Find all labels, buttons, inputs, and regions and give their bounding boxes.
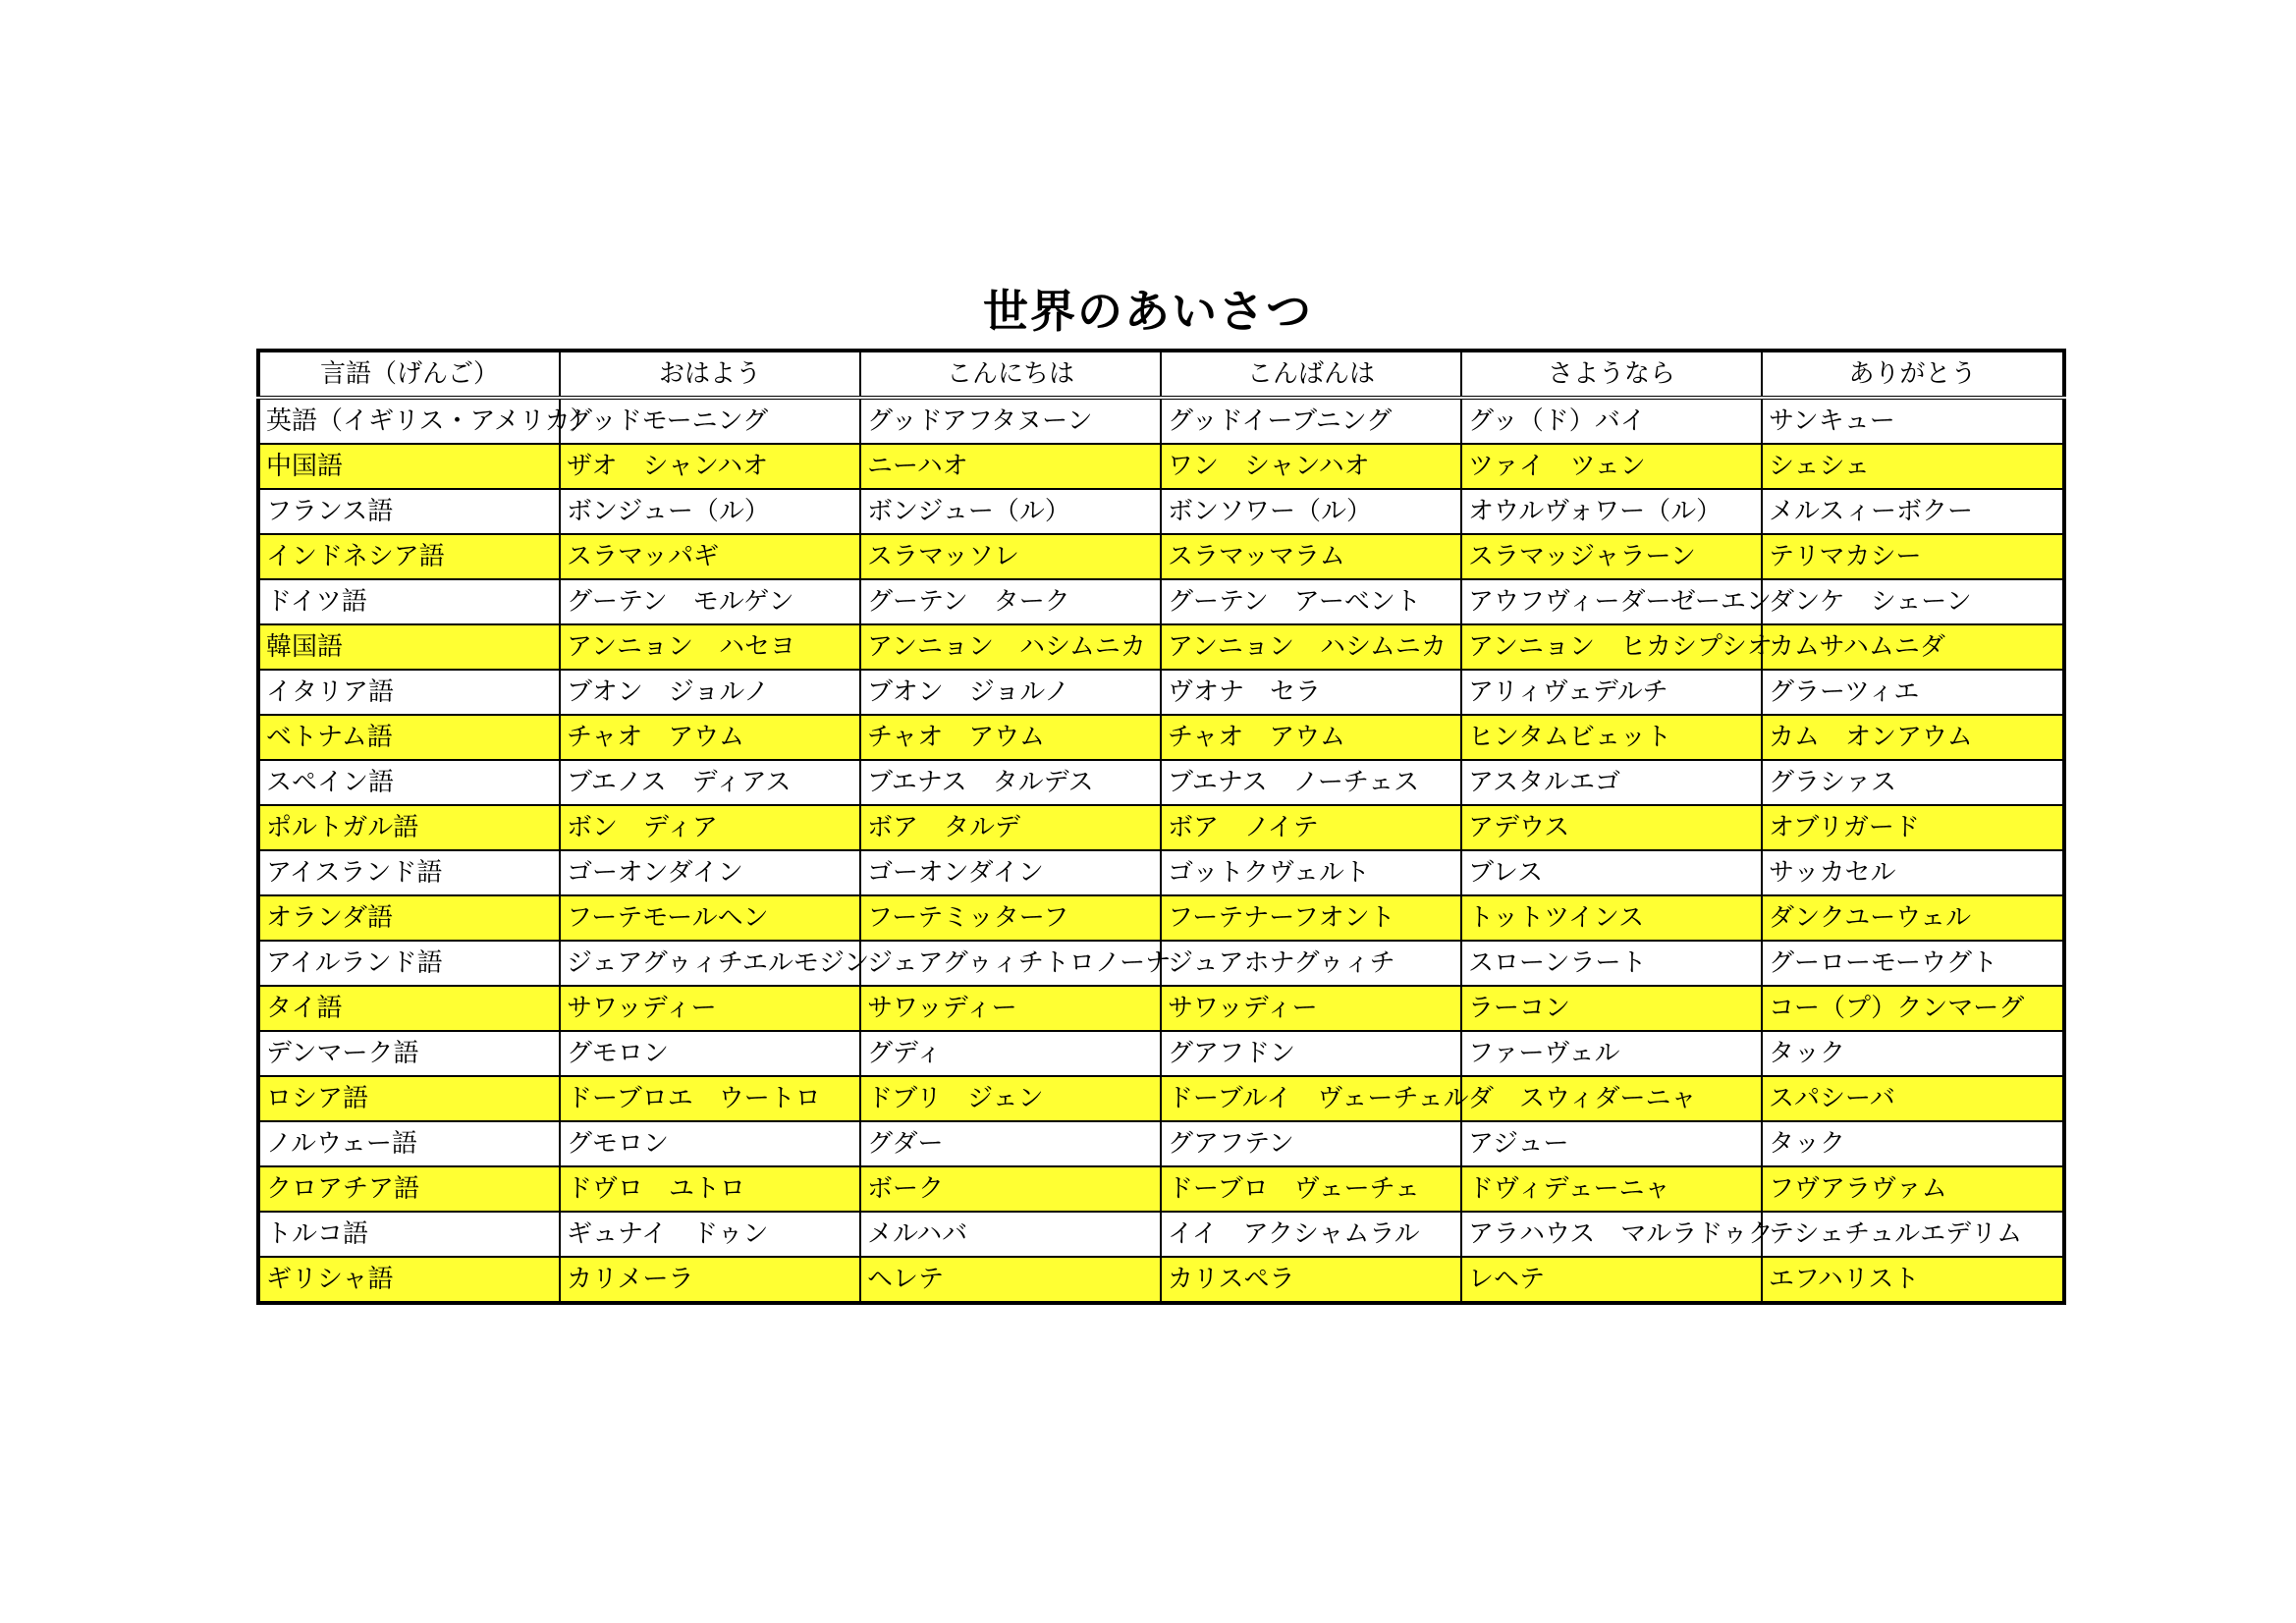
- cell-thank-you: サッカセル: [1762, 850, 2064, 895]
- table-row: [258, 805, 2064, 850]
- cell-good-morning: ブオン ジョルノ: [560, 670, 860, 715]
- cell-thank-you: グラシァス: [1762, 760, 2064, 805]
- cell-language: ギリシャ語: [258, 1257, 560, 1303]
- cell-goodbye: ラーコン: [1461, 986, 1762, 1031]
- cell-thank-you: タック: [1762, 1031, 2064, 1076]
- cell-language: ベトナム語: [258, 715, 560, 760]
- cell-good-evening: グアフドン: [1161, 1031, 1461, 1076]
- table-body: [258, 398, 2064, 1303]
- cell-good-morning: ドヴロ ユトロ: [560, 1166, 860, 1212]
- table-row: [258, 1076, 2064, 1121]
- table-row: [258, 1166, 2064, 1212]
- cell-good-morning: グモロン: [560, 1031, 860, 1076]
- cell-language: スペイン語: [258, 760, 560, 805]
- cell-hello: ボア タルデ: [860, 805, 1161, 850]
- cell-good-evening: イイ アクシャムラル: [1161, 1212, 1461, 1257]
- cell-hello: グダー: [860, 1121, 1161, 1166]
- cell-hello: ジェアグゥィチトロノーナ: [860, 941, 1161, 986]
- cell-good-evening: ジュアホナグゥィチ: [1161, 941, 1461, 986]
- cell-good-evening: ボア ノイテ: [1161, 805, 1461, 850]
- table-row: [258, 534, 2064, 579]
- cell-language: トルコ語: [258, 1212, 560, 1257]
- cell-hello: チャオ アウム: [860, 715, 1161, 760]
- cell-language: 中国語: [258, 444, 560, 489]
- cell-thank-you: グーローモーウグト: [1762, 941, 2064, 986]
- header-row: [258, 351, 2064, 398]
- cell-thank-you: カムサハムニダ: [1762, 624, 2064, 670]
- cell-goodbye: スラマッジャラーン: [1461, 534, 1762, 579]
- cell-language: ドイツ語: [258, 579, 560, 624]
- table-row: [258, 579, 2064, 624]
- cell-good-morning: ギュナイ ドゥン: [560, 1212, 860, 1257]
- cell-hello: グッドアフタヌーン: [860, 398, 1161, 444]
- cell-good-evening: アンニョン ハシムニカ: [1161, 624, 1461, 670]
- cell-good-morning: グモロン: [560, 1121, 860, 1166]
- cell-good-morning: ドーブロエ ウートロ: [560, 1076, 860, 1121]
- cell-language: アイスランド語: [258, 850, 560, 895]
- cell-thank-you: タック: [1762, 1121, 2064, 1166]
- cell-goodbye: アリィヴェデルチ: [1461, 670, 1762, 715]
- cell-goodbye: ブレス: [1461, 850, 1762, 895]
- table-row: [258, 670, 2064, 715]
- header-good-evening: こんばんは: [1161, 351, 1461, 398]
- cell-thank-you: フヴアラヴァム: [1762, 1166, 2064, 1212]
- cell-good-evening: ワン シャンハオ: [1161, 444, 1461, 489]
- cell-goodbye: ファーヴェル: [1461, 1031, 1762, 1076]
- cell-good-evening: スラマッマラム: [1161, 534, 1461, 579]
- header-language: 言語（げんご）: [258, 351, 560, 398]
- table-row: [258, 850, 2064, 895]
- cell-good-morning: ゴーオンダイン: [560, 850, 860, 895]
- table-row: [258, 1031, 2064, 1076]
- table-row: [258, 1121, 2064, 1166]
- cell-good-evening: グッドイーブニング: [1161, 398, 1461, 444]
- header-good-morning: おはよう: [560, 351, 860, 398]
- cell-thank-you: メルスィーボクー: [1762, 489, 2064, 534]
- cell-thank-you: サンキュー: [1762, 398, 2064, 444]
- cell-good-morning: グーテン モルゲン: [560, 579, 860, 624]
- cell-good-evening: ヴオナ セラ: [1161, 670, 1461, 715]
- table-row: [258, 895, 2064, 941]
- table-row: [258, 1212, 2064, 1257]
- cell-language: クロアチア語: [258, 1166, 560, 1212]
- table-row: [258, 398, 2064, 444]
- cell-good-morning: ボン ディア: [560, 805, 860, 850]
- cell-language: オランダ語: [258, 895, 560, 941]
- cell-goodbye: グッ（ド）バイ: [1461, 398, 1762, 444]
- table-row: [258, 986, 2064, 1031]
- cell-thank-you: テシェチュルエデリム: [1762, 1212, 2064, 1257]
- table-row: [258, 489, 2064, 534]
- cell-hello: スラマッソレ: [860, 534, 1161, 579]
- cell-hello: グーテン ターク: [860, 579, 1161, 624]
- cell-hello: フーテミッターフ: [860, 895, 1161, 941]
- table-row: [258, 1257, 2064, 1303]
- cell-thank-you: テリマカシー: [1762, 534, 2064, 579]
- cell-language: デンマーク語: [258, 1031, 560, 1076]
- cell-good-evening: グーテン アーベント: [1161, 579, 1461, 624]
- cell-language: ポルトガル語: [258, 805, 560, 850]
- cell-goodbye: ヒンタムビェット: [1461, 715, 1762, 760]
- cell-good-morning: ボンジュー（ル）: [560, 489, 860, 534]
- cell-good-morning: ザオ シャンハオ: [560, 444, 860, 489]
- cell-language: イタリア語: [258, 670, 560, 715]
- cell-hello: ヘレテ: [860, 1257, 1161, 1303]
- cell-goodbye: アウフヴィーダーゼーエン: [1461, 579, 1762, 624]
- cell-good-morning: カリメーラ: [560, 1257, 860, 1303]
- cell-language: フランス語: [258, 489, 560, 534]
- cell-goodbye: ドヴィデェーニャ: [1461, 1166, 1762, 1212]
- cell-hello: ボーク: [860, 1166, 1161, 1212]
- cell-good-morning: グッドモーニング: [560, 398, 860, 444]
- cell-hello: ブエナス タルデス: [860, 760, 1161, 805]
- cell-thank-you: ダンクユーウェル: [1762, 895, 2064, 941]
- cell-language: インドネシア語: [258, 534, 560, 579]
- cell-good-evening: グアフテン: [1161, 1121, 1461, 1166]
- cell-good-morning: サワッディー: [560, 986, 860, 1031]
- cell-good-evening: フーテナーフオント: [1161, 895, 1461, 941]
- header-thank-you: ありがとう: [1762, 351, 2064, 398]
- cell-good-evening: ドーブロ ヴェーチェ: [1161, 1166, 1461, 1212]
- cell-hello: ニーハオ: [860, 444, 1161, 489]
- cell-hello: ボンジュー（ル）: [860, 489, 1161, 534]
- cell-goodbye: トットツインス: [1461, 895, 1762, 941]
- cell-good-evening: ゴットクヴェルト: [1161, 850, 1461, 895]
- cell-good-morning: ブエノス ディアス: [560, 760, 860, 805]
- cell-language: タイ語: [258, 986, 560, 1031]
- cell-good-evening: サワッディー: [1161, 986, 1461, 1031]
- cell-goodbye: アジュー: [1461, 1121, 1762, 1166]
- table-row: [258, 624, 2064, 670]
- table-row: [258, 715, 2064, 760]
- cell-thank-you: スパシーバ: [1762, 1076, 2064, 1121]
- cell-hello: ゴーオンダイン: [860, 850, 1161, 895]
- page-title: 世界のあいさつ: [983, 285, 1313, 338]
- header-goodbye: さようなら: [1461, 351, 1762, 398]
- cell-language: アイルランド語: [258, 941, 560, 986]
- cell-goodbye: オウルヴォワー（ル）: [1461, 489, 1762, 534]
- header-hello: こんにちは: [860, 351, 1161, 398]
- cell-goodbye: ダ スウィダーニャ: [1461, 1076, 1762, 1121]
- greetings-table: [256, 349, 2066, 1305]
- cell-language: 韓国語: [258, 624, 560, 670]
- cell-good-evening: ドーブルイ ヴェーチェル: [1161, 1076, 1461, 1121]
- cell-good-morning: チャオ アウム: [560, 715, 860, 760]
- cell-thank-you: エフハリスト: [1762, 1257, 2064, 1303]
- cell-hello: グディ: [860, 1031, 1161, 1076]
- cell-good-morning: フーテモールヘン: [560, 895, 860, 941]
- cell-goodbye: レヘテ: [1461, 1257, 1762, 1303]
- cell-thank-you: コー（プ）クンマーグ: [1762, 986, 2064, 1031]
- cell-good-evening: チャオ アウム: [1161, 715, 1461, 760]
- cell-goodbye: スローンラート: [1461, 941, 1762, 986]
- cell-thank-you: オブリガード: [1762, 805, 2064, 850]
- cell-thank-you: シェシェ: [1762, 444, 2064, 489]
- table-row: [258, 941, 2064, 986]
- cell-goodbye: アデウス: [1461, 805, 1762, 850]
- cell-good-morning: スラマッパギ: [560, 534, 860, 579]
- cell-goodbye: アスタルエゴ: [1461, 760, 1762, 805]
- cell-hello: ブオン ジョルノ: [860, 670, 1161, 715]
- cell-thank-you: カム オンアウム: [1762, 715, 2064, 760]
- table-row: [258, 444, 2064, 489]
- cell-thank-you: グラーツィエ: [1762, 670, 2064, 715]
- cell-good-morning: アンニョン ハセヨ: [560, 624, 860, 670]
- table-row: [258, 760, 2064, 805]
- cell-goodbye: アラハウス マルラドゥク: [1461, 1212, 1762, 1257]
- cell-good-evening: カリスペラ: [1161, 1257, 1461, 1303]
- cell-hello: ドブリ ジェン: [860, 1076, 1161, 1121]
- cell-hello: アンニョン ハシムニカ: [860, 624, 1161, 670]
- cell-hello: メルハバ: [860, 1212, 1161, 1257]
- cell-goodbye: アンニョン ヒカシプシオ: [1461, 624, 1762, 670]
- cell-language: ロシア語: [258, 1076, 560, 1121]
- cell-hello: サワッディー: [860, 986, 1161, 1031]
- cell-language: 英語（イギリス・アメリカ）: [258, 398, 560, 444]
- cell-language: ノルウェー語: [258, 1121, 560, 1166]
- cell-good-morning: ジェアグゥィチエルモジン: [560, 941, 860, 986]
- cell-good-evening: ブエナス ノーチェス: [1161, 760, 1461, 805]
- cell-good-evening: ボンソワー（ル）: [1161, 489, 1461, 534]
- cell-goodbye: ツァイ ツェン: [1461, 444, 1762, 489]
- cell-thank-you: ダンケ シェーン: [1762, 579, 2064, 624]
